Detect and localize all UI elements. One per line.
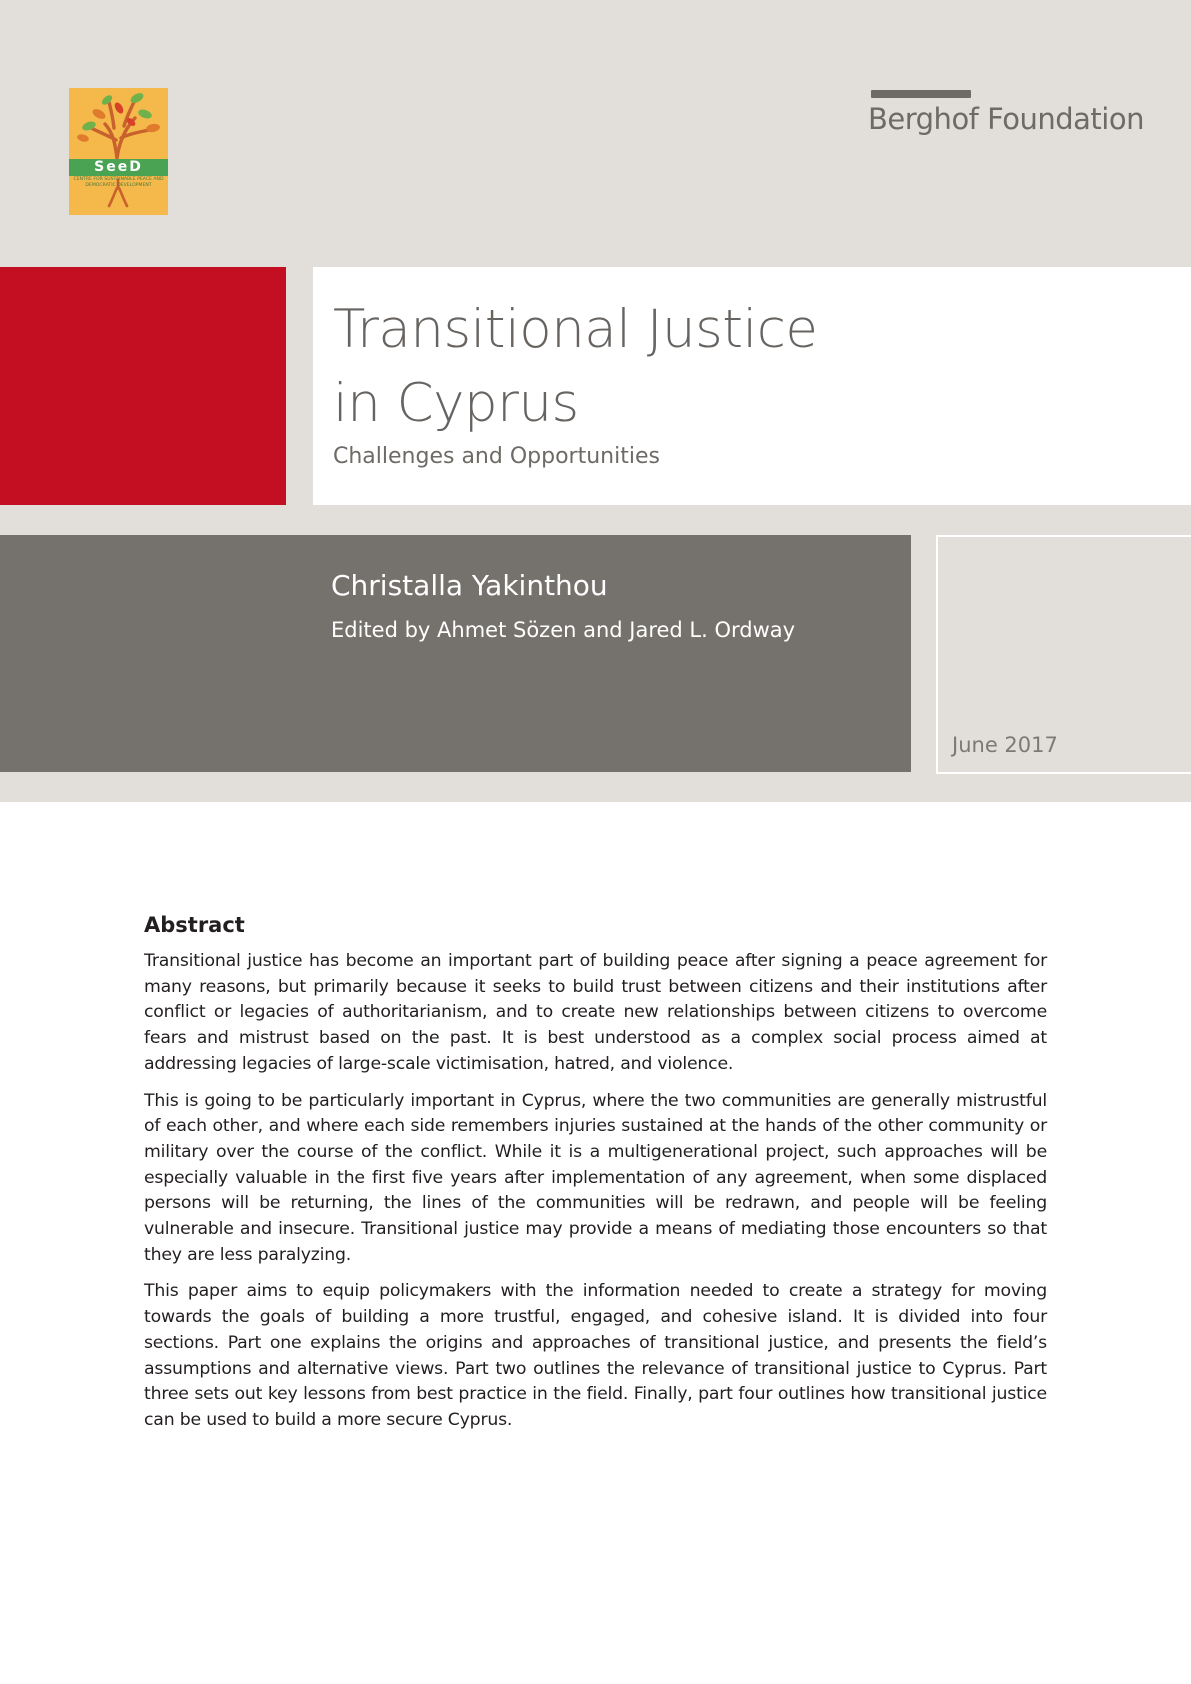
date-panel: [936, 535, 1191, 774]
abstract-section: [144, 911, 1047, 1445]
publication-date: June 2017: [952, 733, 1058, 757]
page-subtitle: Challenges and Opportunities: [333, 444, 660, 469]
seed-logo-subtitle: CENTRE FOR SUSTAINABLE PEACE AND DEMOCRATIC DEVELOPMENT: [73, 177, 164, 188]
abstract-paragraph: This paper aims to equip policymakers with the information needed to create a strategy for moving towards the goals of building a more trustful, engaged, and cohesive island. It is divided into four sections. Part one explains the origins and approaches of transitional justice, and presents the field’s assumptions and alternative views. Part two outlines the relevance of transitional justice to Cyprus. Part three sets out key lessons from best practice in the field. Finally, part four outlines how transitional justice can be used to build a more secure Cyprus.: [144, 1281, 1047, 1430]
abstract-paragraph: Transitional justice has become an important part of building peace after signing a peace agreement for many reasons, but primarily because it seeks to build trust between citizens and their institutions after conflict or legacies of authoritarianism, and to create new relationships between citizens to overcome fears and mistrust based on the past. It is best understood as a complex social process aimed at addressing legacies of large-scale victimisation, hatred, and violence.: [144, 951, 1047, 1074]
title-line-2: in Cyprus: [333, 373, 579, 434]
abstract-paragraph: This is going to be particularly important in Cyprus, where the two communities are generally mistrustful of each other, and where each side remembers injuries sustained at the hands of the other community or military over the course of the conflict. While it is a multigenerational project, such approaches will be especially valuable in the first five years after implementation of any agreement, when some displaced persons will be returning, the lines of the communities will be redrawn, and people will be feeling vulnerable and insecure. Transitional justice may provide a means of mediating those encounters so that they are less paralyzing.: [144, 1090, 1047, 1265]
abstract-heading: Abstract: [144, 913, 245, 937]
seed-logo-wordmark: SeeD: [69, 159, 168, 176]
berghof-logo-text: Berghof Foundation: [868, 102, 1144, 136]
seed-logo: [69, 88, 168, 215]
author-name: Christalla Yakinthou: [331, 569, 608, 602]
author-panel: [0, 535, 911, 772]
page-title: [333, 293, 817, 441]
title-panel: [313, 267, 1191, 505]
berghof-logo: [868, 90, 1144, 150]
editors-line: Edited by Ahmet Sözen and Jared L. Ordway: [331, 618, 796, 642]
berghof-logo-bar: [871, 90, 971, 98]
seed-tree-icon: [69, 88, 168, 215]
accent-red-block: [0, 267, 286, 505]
title-line-1: Transitional Justice: [333, 299, 818, 360]
